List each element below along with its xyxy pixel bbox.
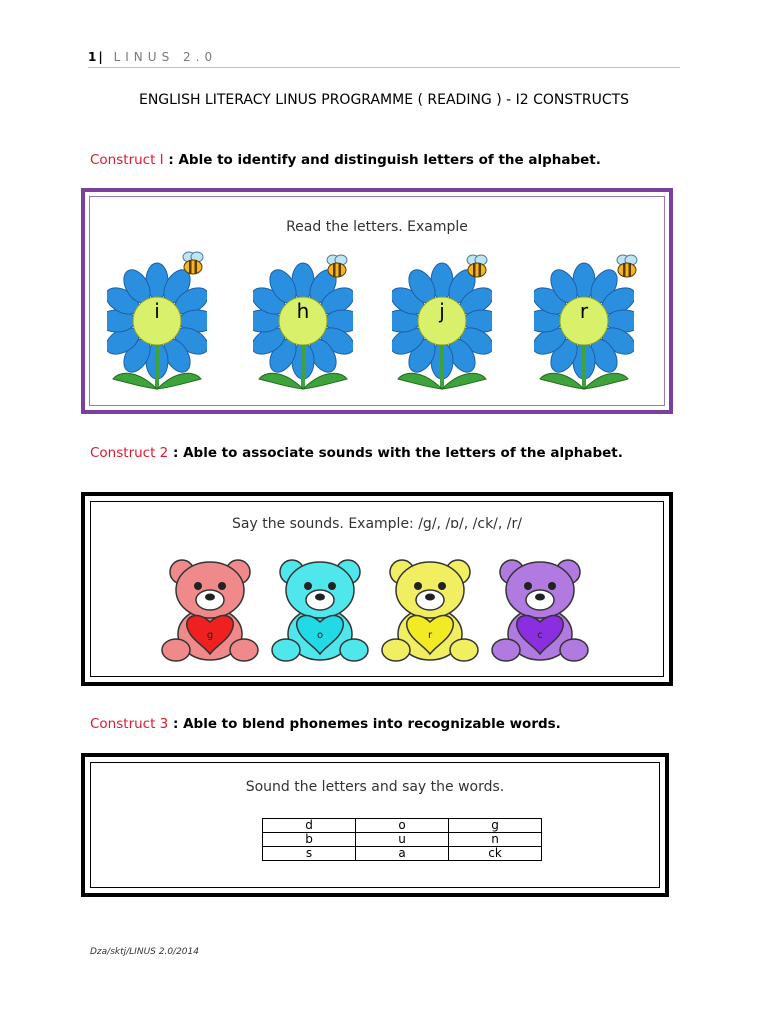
teddy-bear-card (264, 554, 376, 666)
construct-1-description: : Able to identify and distinguish letters of the alphabet. (163, 152, 601, 168)
construct-2-inner-frame (90, 501, 664, 677)
construct-1-inner-frame (89, 196, 665, 406)
bear-letter: o (316, 630, 324, 641)
table-cell: b (263, 833, 356, 847)
teddy-bear-card (374, 554, 486, 666)
teddy-bear-card (154, 554, 266, 666)
table-cell: s (263, 847, 356, 861)
flower-letter: j (439, 299, 445, 323)
table-cell: o (356, 819, 449, 833)
bear-letter: g (206, 630, 214, 641)
bear-letter: r (427, 630, 433, 641)
table-row (263, 833, 542, 847)
flower-letter: i (154, 299, 160, 323)
flower-letter: r (579, 299, 589, 323)
construct-2-label: Construct 2 (90, 445, 169, 461)
bee-icon (322, 252, 352, 282)
bear-letter: c (537, 630, 543, 641)
table-cell: n (449, 833, 542, 847)
header-separator: | (98, 50, 105, 64)
table-row (263, 847, 542, 861)
construct-2-heading (90, 445, 623, 461)
teddy-bear-icon (374, 554, 486, 666)
page-number: 1 (88, 50, 99, 64)
construct-3-heading (90, 716, 561, 732)
table-cell: ck (449, 847, 542, 861)
bee-icon (612, 252, 642, 282)
page-footer: Dza/sktj/LINUS 2.0/2014 (90, 947, 199, 957)
teddy-bear-icon (264, 554, 376, 666)
document-title: ENGLISH LITERACY LINUS PROGRAMME ( READING ) - I2 CONSTRUCTS (138, 92, 630, 108)
header-divider (88, 67, 680, 68)
construct-2-description: : Able to associate sounds with the letters of the alphabet. (168, 445, 623, 461)
table-cell: a (356, 847, 449, 861)
construct-3-instruction: Sound the letters and say the words. (245, 779, 505, 795)
construct-3-description: : Able to blend phonemes into recognizable words. (168, 716, 561, 732)
teddy-bear-card (484, 554, 596, 666)
table-row (263, 819, 542, 833)
program-name: LINUS 2.0 (113, 50, 218, 64)
table-cell: d (263, 819, 356, 833)
construct-3-box (81, 753, 669, 897)
construct-2-box (81, 492, 673, 686)
phoneme-table (262, 818, 542, 861)
bee-icon (178, 249, 208, 279)
construct-3-inner-frame (90, 762, 660, 888)
construct-3-label: Construct 3 (90, 716, 169, 732)
construct-1-label: Construct I (90, 152, 164, 168)
page-header (88, 50, 217, 64)
construct-1-instruction: Read the letters. Example (286, 219, 468, 235)
table-cell: u (356, 833, 449, 847)
construct-1-box (81, 188, 673, 414)
bee-icon (462, 252, 492, 282)
teddy-bear-icon (154, 554, 266, 666)
construct-1-heading (90, 152, 601, 168)
table-cell: g (449, 819, 542, 833)
construct-2-instruction: Say the sounds. Example: /g/, /ɒ/, /ck/, /r/ (232, 516, 522, 532)
flower-letter: h (296, 299, 310, 323)
teddy-bear-icon (484, 554, 596, 666)
